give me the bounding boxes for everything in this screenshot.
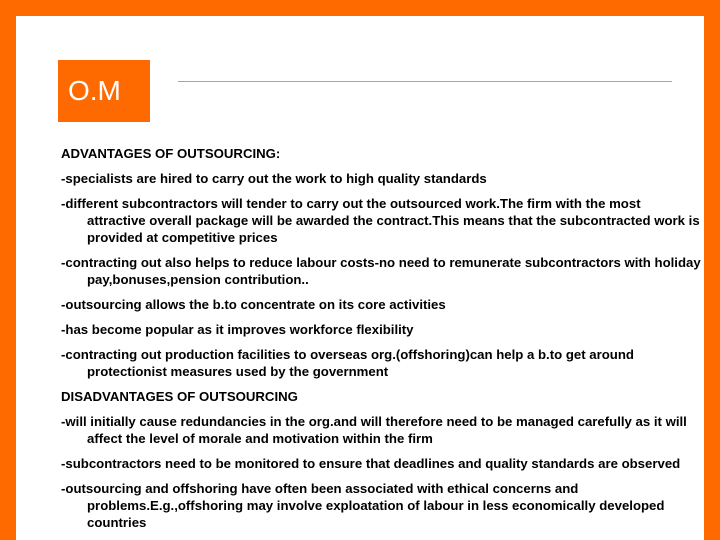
title-divider [178,81,672,82]
advantage-item: -contracting out also helps to reduce labour costs-no need to remunerate subcontractors with holiday pay,bonuses,pension contribution.. [61,255,701,287]
disadvantage-item: -will initially cause redundancies in the org.and will therefore need to be managed carefully as it will affect the level of morale and motivation within the firm [61,414,687,446]
disadvantage-item: -subcontractors need to be monitored to ensure that deadlines and quality standards are observed [61,456,681,471]
slide-content [61,145,701,539]
slide-title: O.M [58,60,150,122]
advantage-item: -has become popular as it improves workforce flexibility [61,322,414,337]
advantages-heading: ADVANTAGES OF OUTSOURCING: [61,146,281,161]
advantage-item: -different subcontractors will tender to carry out the outsourced work.The firm with the most attractive overall package will be awarded the contract.This means that the subcontracted work is provided at competitive prices [61,196,700,245]
advantage-item: -specialists are hired to carry out the work to high quality standards [61,171,487,186]
advantage-item: -outsourcing allows the b.to concentrate on its core activities [61,297,446,312]
disadvantages-heading: DISADVANTAGES OF OUTSOURCING [61,389,298,404]
disadvantage-item: -outsourcing and offshoring have often been associated with ethical concerns and problems.E.g.,offshoring may involve exploatation of labour in less economically developed countries [61,481,665,530]
slide-panel [16,16,704,540]
advantage-item: -contracting out production facilities to overseas org.(offshoring)can help a b.to get around protectionist measures used by the government [61,347,634,379]
